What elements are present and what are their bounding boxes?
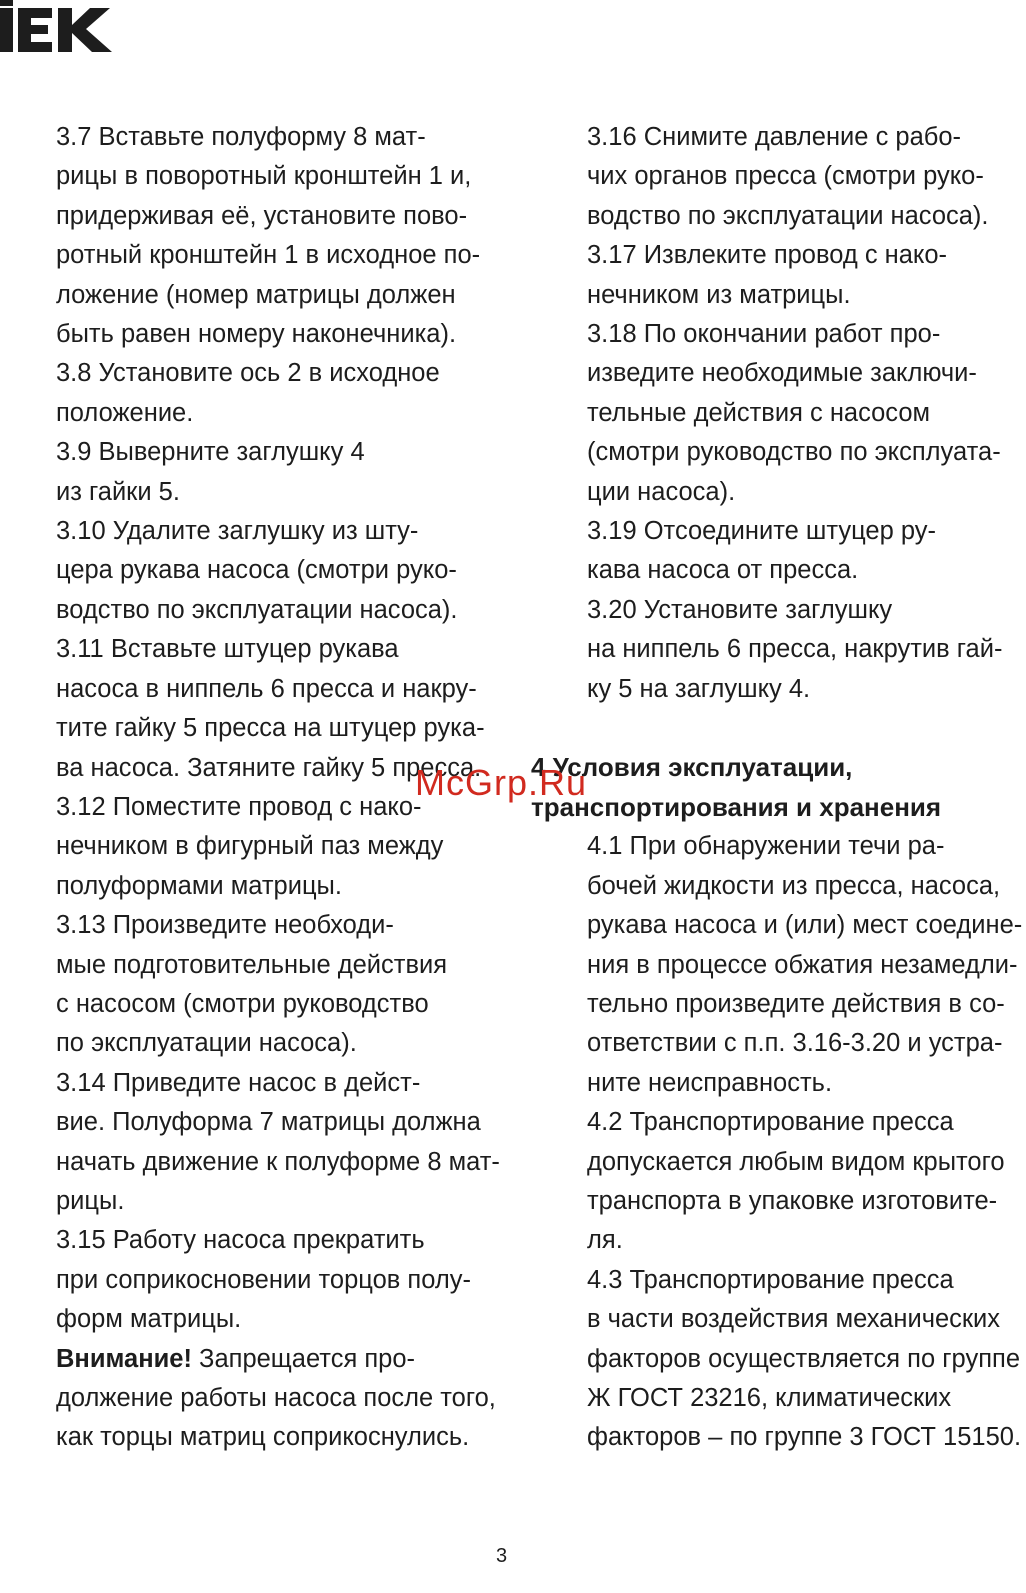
text-line: тельно произведите действия в со- — [587, 989, 1005, 1018]
text-line: 3.18 По окончании работ про- — [587, 320, 941, 349]
text-line: 3.16 Снимите давление с рабо- — [587, 123, 962, 151]
text-line: должение работы насоса после того, — [56, 1384, 496, 1412]
text-line: тите гайку 5 пресса на штуцер рука- — [56, 714, 485, 743]
text-line: по эксплуатации насоса). — [56, 1029, 357, 1058]
text-line: рицы. — [56, 1186, 125, 1215]
text-line: 3.11 Вставьте штуцер рукава — [56, 635, 399, 664]
text-line: 4.3 Транспортирование пресса — [587, 1265, 954, 1294]
paragraph — [531, 1261, 1023, 1458]
text-line: положение. — [56, 398, 194, 427]
text-line: ответствии с п.п. 3.16-3.20 и устра- — [587, 1029, 1003, 1058]
text-line: полуформами матрицы. — [56, 871, 342, 900]
section-4-heading — [531, 748, 1023, 827]
text-line: 3.7 Вставьте полуформу 8 мат- — [56, 123, 426, 151]
text-line: рукава насоса и (или) мест соедине- — [587, 911, 1023, 940]
iek-logo — [0, 0, 114, 54]
text-line: 3.19 Отсоедините штуцер ру- — [587, 517, 936, 546]
text-line: водство по эксплуатации насоса). — [587, 201, 989, 230]
right-column-top — [531, 118, 1023, 709]
paragraph — [531, 315, 1023, 512]
text-line: 3.14 Приведите насос в дейст- — [56, 1068, 421, 1097]
text-line: (смотри руководство по эксплуата- — [587, 438, 1001, 467]
text-line: мые подготовительные действия — [56, 950, 448, 979]
text-line: факторов – по группе 3 ГОСТ 15150. — [587, 1423, 1022, 1452]
paragraph — [0, 906, 500, 1064]
paragraph — [0, 118, 500, 354]
text-line: начать движение к полуформе 8 мат- — [56, 1147, 500, 1176]
text-line: в части воздействия механических — [587, 1305, 1001, 1334]
text-line: насоса в ниппель 6 пресса и накру- — [56, 674, 477, 703]
paragraph — [0, 512, 500, 630]
text-line: ните неисправность. — [587, 1068, 833, 1097]
text-line: 3.13 Произведите необходи- — [56, 911, 394, 940]
text-line: ния в процессе обжатия незамедли- — [587, 950, 1018, 979]
paragraph — [0, 433, 500, 512]
text-line: 4.1 При обнаружении течи ра- — [587, 832, 945, 861]
text-line: водство по эксплуатации насоса). — [56, 595, 458, 624]
text-line: факторов осуществляется по группе — [587, 1344, 1021, 1373]
text-line: бочей жидкости из пресса, насоса, — [587, 871, 1001, 900]
paragraph — [531, 118, 1023, 236]
paragraph — [531, 827, 1023, 1103]
text-line: кава насоса от пресса. — [587, 556, 859, 585]
heading-line-1: 4 Условия эксплуатации, — [531, 752, 853, 783]
warning-label: Внимание! — [56, 1344, 192, 1373]
text-line: 3.9 Выверните заглушку 4 — [56, 438, 365, 467]
text-line: нечником из матрицы. — [587, 280, 851, 309]
page-number: 3 — [496, 1545, 508, 1567]
text-line: как торцы матриц соприкоснулись. — [56, 1423, 470, 1452]
heading-line-2: транспортирования и хранения — [531, 791, 942, 822]
right-column — [531, 118, 1023, 1458]
paragraph — [0, 354, 500, 433]
text-line: с насосом (смотри руководство — [56, 989, 429, 1018]
paragraph — [0, 1064, 500, 1222]
text-line: 3.12 Поместите провод с нако- — [56, 792, 422, 821]
text-line: нечником в фигурный паз между — [56, 832, 444, 861]
text-line: изведите необходимые заключи- — [587, 359, 977, 388]
text-line: ротный кронштейн 1 в исходное по- — [56, 241, 481, 270]
text-line: ции насоса). — [587, 477, 736, 506]
paragraph — [0, 1221, 500, 1339]
text-line: 3.20 Установите заглушку — [587, 595, 893, 624]
text-line: вие. Полуформа 7 матрицы должна — [56, 1108, 481, 1137]
text-line: при соприкосновении торцов полу- — [56, 1265, 471, 1294]
text-line: 3.10 Удалите заглушку из шту- — [56, 517, 419, 546]
text-line: 3.15 Работу насоса прекратить — [56, 1226, 425, 1255]
watermark: McGrp.Ru — [415, 762, 588, 803]
text-line: 3.17 Извлеките провод с нако- — [587, 241, 948, 270]
text-line: из гайки 5. — [56, 477, 180, 506]
text-line: Ж ГОСТ 23216, климатических — [587, 1383, 952, 1412]
paragraph — [531, 512, 1023, 591]
paragraph — [531, 236, 1023, 315]
paragraph — [0, 788, 500, 906]
text-line: форм матрицы. — [56, 1305, 242, 1334]
section-gap — [531, 709, 1023, 748]
text-line: придерживая её, установите пово- — [56, 201, 468, 230]
text-line: 4.2 Транспортирование пресса — [587, 1108, 954, 1137]
paragraph — [531, 1103, 1023, 1261]
right-column-bottom — [531, 827, 1023, 1458]
paragraph — [531, 591, 1023, 709]
text-line: ку 5 на заглушку 4. — [587, 674, 811, 703]
text-line: тельные действия с насосом — [587, 398, 931, 427]
text-line: чих органов пресса (смотри руко- — [587, 162, 984, 191]
text-line: ложение (номер матрицы должен — [56, 280, 456, 309]
text-line: 3.8 Установите ось 2 в исходное — [56, 359, 440, 388]
warning-line-1 — [0, 1340, 500, 1379]
text-line: цера рукава насоса (смотри руко- — [56, 556, 457, 585]
text-line: допускается любым видом крытого — [587, 1147, 1005, 1176]
text-line: быть равен номеру наконечника). — [56, 320, 457, 349]
text-line: ва насоса. Затяните гайку 5 пресса. — [56, 753, 482, 782]
text-line: рицы в поворотный кронштейн 1 и, — [56, 162, 472, 191]
text-line: на ниппель 6 пресса, накрутив гай- — [587, 635, 1003, 664]
text-line: ля. — [587, 1226, 623, 1255]
text-line: транспорта в упаковке изготовите- — [587, 1186, 998, 1215]
warning-paragraph — [0, 1340, 500, 1458]
warning-text: Запрещается про- — [191, 1344, 416, 1373]
